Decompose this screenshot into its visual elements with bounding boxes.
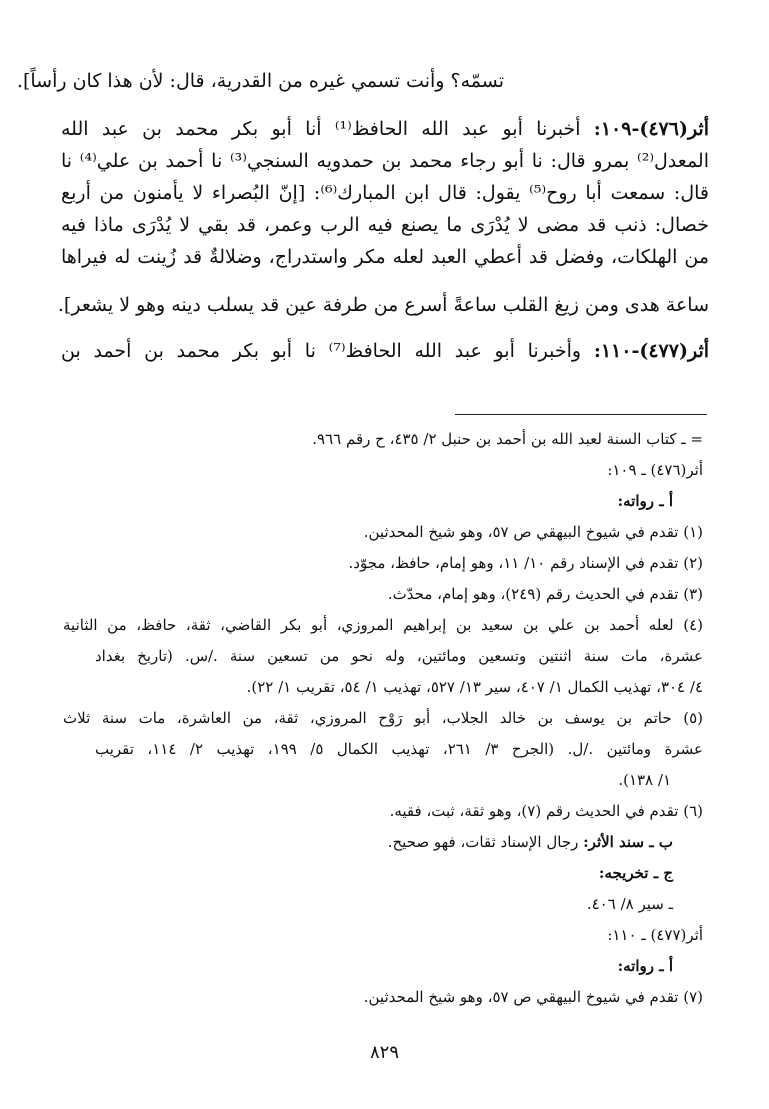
footnote-line: (٤) لعله أحمد بن علي بن سعيد بن إبراهيم المروزي، أبو بكر القاضي، ثقة، حافظ، من الثانية xyxy=(63,616,703,634)
footnote-line: (٦) تقدم في الحديث رقم (٧)، وهو ثقة، ثبت، فقيه. xyxy=(389,802,703,820)
footnote-line: ٤/ ٣٠٤، تهذيب الكمال ١/ ٤٠٧، سير ١٣/ ٥٢٧، تهذيب ١/ ٥٤، تقريب ١/ ٢٢). xyxy=(246,678,703,696)
text-span: رجال الإسناد ثقات، فهو صحيح. xyxy=(387,833,579,851)
athar-label: أثر(٤٧٦)-١٠٩: xyxy=(593,118,709,140)
text-span: وأخبرنا أبو عبد الله الحافظ⁽⁷⁾ نا أبو بكر محمد بن أحمد بن xyxy=(61,340,582,362)
footnote-line: ج ـ تخريجه: xyxy=(598,864,673,882)
main-line: المعدل⁽²⁾ بمرو قال: نا أبو رجاء محمد بن حمدويه السنجي⁽³⁾ نا أحمد بن علي⁽⁴⁾ نا xyxy=(61,150,709,172)
footnote-line: (٣) تقدم في الحديث رقم (٢٤٩)، وهو إمام، محدّث. xyxy=(387,585,703,603)
footnote-line xyxy=(388,830,673,854)
text-span: أخبرنا أبو عبد الله الحافظ⁽¹⁾ أنا أبو بكر محمد بن عبد الله xyxy=(61,118,581,140)
footnote-line: (٧) تقدم في شيوخ البيهقي ص ٥٧، وهو شيخ المحدثين. xyxy=(363,988,703,1006)
footnote-line: أثر(٤٧٦) ـ ١٠٩: xyxy=(607,461,703,479)
main-line: ساعة هدى ومن زيغ القلب ساعةً أسرع من طرفة عين قد يسلب دينه وهو لا يشعر]. xyxy=(57,294,709,316)
footnote-line: ١/ ١٣٨). xyxy=(618,771,671,789)
footnote-line: عشرة، مات سنة اثنتين وتسعين ومائتين، وله نحو من تسعين سنة ./س. (تاريخ بغداد xyxy=(95,647,703,665)
main-line: تسمّه؟ وأنت تسمي غيره من القدرية، قال: لأن هذا كان رأساً]. xyxy=(16,70,504,92)
footnote-line: أ ـ رواته: xyxy=(617,957,673,975)
footnote-line: ـ سير ٨/ ٤٠٦. xyxy=(586,895,673,913)
page-number: ٨٢٩ xyxy=(369,1042,399,1063)
footnote-line: = ـ كتاب السنة لعبد الله بن أحمد بن حنبل ٢/ ٤٣٥، ح رقم ٩٦٦. xyxy=(312,430,703,448)
footnote-line: (٢) تقدم في الإسناد رقم ١٠/ ١١، وهو إمام، حافظ، مجوّد. xyxy=(348,554,703,572)
footnote-rule xyxy=(455,414,707,415)
footnote-line: أ ـ رواته: xyxy=(617,492,673,510)
footnote-line: (١) تقدم في شيوخ البيهقي ص ٥٧، وهو شيخ المحدثين. xyxy=(363,523,703,541)
footnote-line: عشرة ومائتين ./ل. (الجرح ٣/ ٢٦١، تهذيب الكمال ٥/ ١٩٩، تهذيب ٢/ ١١٤، تقريب xyxy=(95,740,703,758)
main-line xyxy=(61,114,709,144)
main-line xyxy=(61,336,709,366)
footnote-heading: ب ـ سند الأثر: xyxy=(583,833,673,851)
athar-label: أثر(٤٧٧)-١١٠: xyxy=(593,340,710,362)
main-line: من الهلكات، وفضل قد أعطي العبد لعله مكر واستدراج، وضلالةٌ قد زُينت له فيراها xyxy=(61,246,709,268)
main-line: خصال: ذنب قد مضى لا يُدْرَى ما يصنع فيه الرب وعمر، قد بقي لا يُدْرَى ماذا فيه xyxy=(61,214,709,236)
footnote-line: (٥) حاتم بن يوسف بن خالد الجلاب، أبو رَوْح المروزي، ثقة، من العاشرة، مات سنة ثلاث xyxy=(63,709,703,727)
footnote-line: أثر(٤٧٧) ـ ١١٠: xyxy=(607,926,703,944)
main-line: قال: سمعت أبا روح⁽⁵⁾ يقول: قال ابن المبارك⁽⁶⁾: [إنّ البُصراء لا يأمنون من أربع xyxy=(61,182,709,204)
